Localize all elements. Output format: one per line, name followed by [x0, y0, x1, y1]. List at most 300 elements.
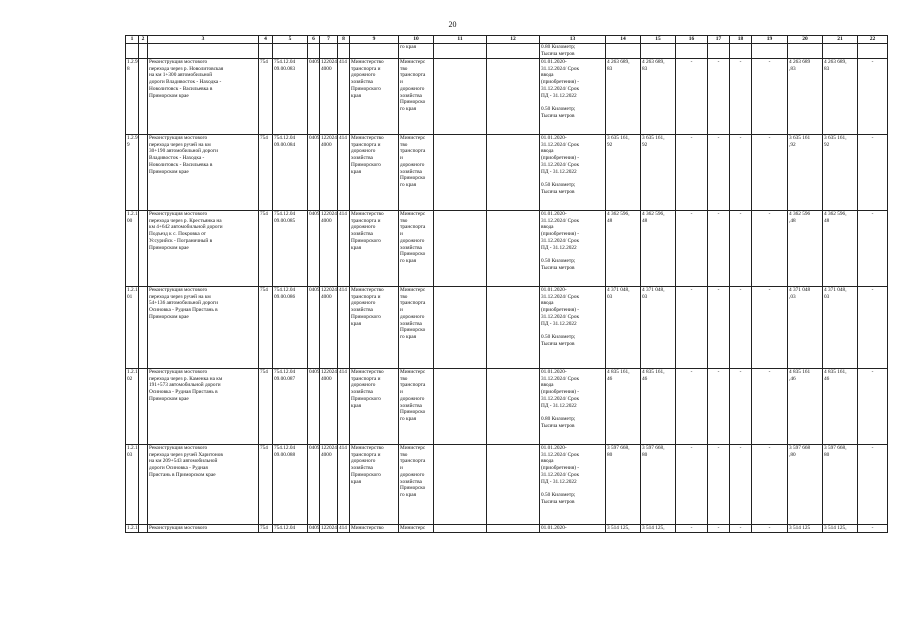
cell-line: ,03: [789, 293, 796, 300]
cell-line: 414: [339, 287, 347, 293]
cell-col-13: [540, 135, 606, 211]
program-table: [125, 35, 888, 533]
cell-line: дорожного: [351, 300, 376, 307]
cell-line: ,92: [789, 141, 796, 148]
cell-line: 4 263 689,: [824, 59, 847, 65]
cell-line: 09.00.085: [274, 217, 296, 224]
cell-line: края: [351, 168, 362, 175]
cell-col-11: [434, 445, 487, 525]
cell-line: Новолитовск - Васильевка в: [149, 85, 213, 92]
cell-line: края: [351, 320, 362, 327]
cell-col-6: [308, 287, 320, 369]
cell-col-1: [126, 211, 139, 287]
cell-col-4: [259, 135, 273, 211]
cell-line: 4 371 048: [789, 287, 811, 293]
cell-line: тво: [400, 141, 408, 148]
cell-col-8: [338, 287, 350, 369]
cell-line: 1.2.1: [127, 445, 138, 451]
cell-col-12: [487, 59, 540, 135]
cell-line: ввода: [541, 300, 554, 307]
cell-line: Приморском крае: [149, 244, 189, 251]
cell-line: Министерс: [400, 369, 426, 375]
cell-line: 0.50 Километр;: [541, 333, 576, 340]
cell-col-9: [350, 287, 399, 369]
cell-col-7: [320, 525, 338, 533]
cell-line: 4 371 048,: [824, 287, 847, 293]
column-number-17: 17: [708, 36, 730, 44]
cell-col-13: [540, 445, 606, 525]
cell-line: Приморском крае: [149, 92, 189, 99]
cell-line: 414: [339, 135, 347, 141]
column-number-16: 16: [676, 36, 708, 44]
cell-line: 1.2.1: [127, 287, 138, 293]
cell-line: 46: [607, 375, 613, 382]
cell-col-2: [139, 287, 148, 369]
cell-line: 122024: [321, 525, 337, 531]
cell-line: 31.12.2024/ Срок: [541, 237, 580, 244]
cell-col-2: [139, 59, 148, 135]
cell-line: 09.00.084: [274, 141, 296, 148]
cell-col-12: [487, 44, 540, 59]
cell-line: ПД - 31.12.2022: [541, 478, 577, 485]
cell-col-7: [320, 44, 338, 59]
cell-line: хозяйства: [400, 478, 422, 485]
cell-line: Министерство: [351, 211, 384, 217]
cell-line: дорожного: [351, 148, 376, 155]
cell-col-7: [320, 59, 338, 135]
cell-line: Министерство: [351, 525, 384, 531]
cell-line: 754.12.04: [274, 211, 296, 217]
cell-col-20: [788, 525, 823, 533]
cell-spacer: [541, 99, 604, 106]
cell-line: 80: [607, 451, 613, 458]
cell-line: 01.01.2020-: [541, 525, 567, 531]
cell-line: 4 362 596,: [824, 211, 847, 217]
cell-col-4: [259, 44, 273, 59]
table-row: [126, 287, 888, 369]
cell-line: 754: [260, 59, 268, 65]
cell-line: го края: [400, 415, 417, 422]
cell-col-14: [606, 211, 641, 287]
cell-line: дорожного: [400, 471, 425, 478]
cell-col-14: [606, 135, 641, 211]
cell-col-6: [308, 59, 320, 135]
cell-col-2: [139, 135, 148, 211]
cell-line: 4000: [321, 375, 332, 382]
cell-line: км 4+642 автомобильной дороги: [149, 224, 223, 231]
cell-col-16: -: [676, 369, 708, 445]
cell-line: 754: [260, 135, 268, 141]
cell-col-11: [434, 135, 487, 211]
cell-line: Реконструкция мостового: [149, 525, 208, 531]
cell-line: ПД - 31.12.2022: [541, 168, 577, 175]
cell-col-6: [308, 44, 320, 59]
cell-line: Осиновка - Рудная Пристань в: [149, 307, 218, 314]
cell-line: Приморском крае: [149, 313, 189, 320]
cell-line: 31.12.2024/ Срок: [541, 395, 580, 402]
cell-col-2: [139, 44, 148, 59]
table-row: [126, 445, 888, 525]
cell-line: Реконструкция мостового: [149, 287, 208, 293]
cell-col-11: [434, 287, 487, 369]
column-number-19: 19: [752, 36, 788, 44]
cell-line: 4 371 048,: [642, 287, 665, 293]
cell-col-3: [148, 369, 259, 445]
cell-line: перехода через ручей Харитонов: [149, 451, 223, 458]
cell-col-7: [320, 445, 338, 525]
cell-col-5: [273, 135, 308, 211]
cell-col-17: -: [708, 445, 730, 525]
cell-col-9: [350, 211, 399, 287]
cell-line: дорожного: [400, 237, 425, 244]
cell-col-13: [540, 525, 606, 533]
cell-line: 754: [260, 445, 268, 451]
cell-line: 754.12.04: [274, 525, 296, 531]
cell-line: Приморско: [400, 409, 426, 416]
cell-col-16: -: [676, 59, 708, 135]
cell-col-11: [434, 44, 487, 59]
cell-col-20: [788, 369, 823, 445]
cell-line: хозяйства: [351, 155, 373, 162]
cell-line: 46: [824, 375, 830, 382]
cell-line: Реконструкция мостового: [149, 135, 208, 141]
cell-line: 31.12.2024/ Срок: [541, 85, 580, 92]
cell-col-1: [126, 59, 139, 135]
cell-col-18: -: [730, 445, 752, 525]
cell-line: Приморского: [351, 85, 381, 92]
cell-line: и: [400, 307, 403, 314]
cell-line: тво: [400, 217, 408, 224]
cell-col-21: [823, 445, 858, 525]
cell-col-3: [148, 445, 259, 525]
cell-col-6: [308, 525, 320, 533]
cell-line: хозяйства: [400, 92, 422, 99]
cell-col-8: [338, 445, 350, 525]
cell-line: 3 514 125: [789, 525, 811, 531]
cell-col-12: [487, 287, 540, 369]
cell-line: 92: [642, 141, 648, 148]
cell-col-1: [126, 525, 139, 533]
cell-line: 754: [260, 287, 268, 293]
cell-line: Министерство: [351, 287, 384, 293]
cell-line: Приморско: [400, 485, 426, 492]
cell-line: 1.2.1: [127, 369, 138, 375]
cell-col-5: [273, 59, 308, 135]
cell-line: хозяйства: [400, 244, 422, 251]
cell-line: 4000: [321, 217, 332, 224]
cell-line: 754: [260, 369, 268, 375]
column-number-1: 1: [126, 36, 139, 44]
cell-col-20: [788, 44, 823, 59]
cell-line: транспорта: [400, 72, 426, 79]
cell-line: 414: [339, 211, 347, 217]
cell-line: Министерство: [351, 59, 384, 65]
cell-col-22: -: [858, 287, 888, 369]
cell-line: 4 362 596,: [607, 211, 630, 217]
cell-col-17: -: [708, 287, 730, 369]
table-row: [126, 525, 888, 533]
page-number: 20: [448, 20, 457, 29]
cell-line: 4 835 161,: [607, 369, 630, 375]
cell-col-14: [606, 287, 641, 369]
cell-line: 4 362 596: [789, 211, 811, 217]
column-number-7: 7: [320, 36, 338, 44]
cell-line: 4 835 161,: [642, 369, 665, 375]
cell-line: Министерс: [400, 525, 426, 531]
column-number-3: 3: [148, 36, 259, 44]
cell-col-17: -: [708, 211, 730, 287]
cell-line: Приморского: [351, 237, 381, 244]
column-number-4: 4: [259, 36, 273, 44]
cell-line: (приобретения) -: [541, 307, 580, 314]
cell-line: 3 635 161,: [607, 135, 630, 141]
cell-col-8: [338, 525, 350, 533]
cell-line: 48: [642, 217, 648, 224]
cell-spacer: [541, 251, 604, 258]
column-number-22: 22: [858, 36, 888, 44]
cell-line: транспорта: [400, 458, 426, 465]
cell-line: 48: [607, 217, 613, 224]
cell-line: Министерс: [400, 135, 426, 141]
cell-line: перехода через ручей на км: [149, 141, 211, 148]
cell-col-8: [338, 135, 350, 211]
cell-line: 4 371 048,: [607, 287, 630, 293]
cell-line: 01.01.2020-: [541, 287, 567, 293]
cell-line: дороги Владивосток - Находка -: [149, 79, 222, 86]
cell-line: го края: [400, 44, 417, 50]
cell-line: дорожного: [351, 72, 376, 79]
cell-line: ПД - 31.12.2022: [541, 402, 577, 409]
cell-line: транспорта и: [351, 293, 381, 300]
cell-col-1: [126, 44, 139, 59]
cell-col-16: -: [676, 135, 708, 211]
cell-line: 0409: [309, 369, 320, 375]
cell-col-17: -: [708, 59, 730, 135]
cell-col-19: -: [752, 211, 788, 287]
cell-line: 4000: [321, 293, 332, 300]
cell-col-15: [641, 445, 676, 525]
cell-line: 3 635 161,: [824, 135, 847, 141]
cell-line: 00: [127, 217, 133, 224]
cell-line: 4000: [321, 451, 332, 458]
cell-line: Министерство: [351, 369, 384, 375]
cell-col-20: [788, 287, 823, 369]
cell-col-15: [641, 135, 676, 211]
cell-line: Министерс: [400, 445, 426, 451]
cell-line: 414: [339, 445, 347, 451]
cell-line: Приморском крае: [149, 395, 189, 402]
cell-col-6: [308, 369, 320, 445]
cell-line: 31.12.2024/ Срок: [541, 293, 580, 300]
cell-line: 31.12.2024/ Срок: [541, 141, 580, 148]
cell-line: транспорта: [400, 224, 426, 231]
cell-line: 31.12.2024/ Срок: [541, 161, 580, 168]
cell-col-19: -: [752, 369, 788, 445]
cell-col-20: [788, 59, 823, 135]
cell-line: Тысяча метров: [541, 188, 575, 195]
cell-line: 83: [824, 65, 830, 72]
cell-line: ,46: [789, 375, 796, 382]
cell-line: ввода: [541, 382, 554, 389]
cell-col-22: -: [858, 135, 888, 211]
cell-line: 4 835 161: [789, 369, 811, 375]
cell-col-14: [606, 59, 641, 135]
cell-col-4: [259, 211, 273, 287]
cell-col-14: [606, 525, 641, 533]
cell-col-13: [540, 44, 606, 59]
cell-line: перехода через р. Крестьянка на: [149, 217, 222, 224]
cell-line: на км 209+543 автомобильной: [149, 458, 218, 465]
cell-col-17: -: [708, 369, 730, 445]
cell-line: дорожного: [351, 224, 376, 231]
cell-line: перехода через р. Каменка на км: [149, 375, 223, 382]
cell-line: и: [400, 155, 403, 162]
cell-line: Министерство: [351, 135, 384, 141]
cell-line: Приморского: [351, 161, 381, 168]
cell-line: Реконструкция мостового: [149, 445, 208, 451]
cell-col-9: [350, 59, 399, 135]
cell-line: го края: [400, 105, 417, 112]
cell-line: 122024: [321, 59, 337, 65]
cell-line: дороги Осиновка - Рудная: [149, 465, 208, 472]
cell-line: ПД - 31.12.2022: [541, 320, 577, 327]
cell-line: ПД - 31.12.2022: [541, 244, 577, 251]
cell-line: го края: [400, 257, 417, 264]
cell-line: края: [351, 402, 362, 409]
column-number-10: 10: [399, 36, 434, 44]
cell-line: Министерс: [400, 287, 426, 293]
cell-line: 414: [339, 525, 347, 531]
cell-col-7: [320, 211, 338, 287]
cell-col-18: -: [730, 211, 752, 287]
cell-line: 31.12.2024/ Срок: [541, 217, 580, 224]
cell-line: 754.12.04: [274, 59, 296, 65]
column-number-15: 15: [641, 36, 676, 44]
cell-col-11: [434, 369, 487, 445]
cell-spacer: [541, 327, 604, 334]
cell-line: 1.2.9: [127, 135, 138, 141]
cell-col-11: [434, 525, 487, 533]
cell-line: ,83: [789, 65, 796, 72]
cell-line: ПД - 31.12.2022: [541, 92, 577, 99]
cell-line: края: [351, 244, 362, 251]
cell-col-19: -: [752, 135, 788, 211]
cell-col-13: [540, 59, 606, 135]
cell-col-21: [823, 369, 858, 445]
cell-line: 3 635 161,: [642, 135, 665, 141]
cell-col-5: [273, 44, 308, 59]
cell-col-21: [823, 44, 858, 59]
cell-col-10: [399, 44, 434, 59]
cell-line: Тысяча метров: [541, 340, 575, 347]
cell-line: Приморского: [351, 471, 381, 478]
cell-line: 0409: [309, 211, 320, 217]
cell-col-21: [823, 211, 858, 287]
cell-line: 3 514 125,: [642, 525, 665, 531]
cell-line: хозяйства: [351, 231, 373, 238]
cell-line: 0.50 Километр;: [541, 491, 576, 498]
cell-line: ,80: [789, 451, 796, 458]
cell-col-18: -: [730, 369, 752, 445]
cell-line: 80: [642, 451, 648, 458]
column-number-14: 14: [606, 36, 641, 44]
cell-line: Осиновка - Рудная Пристань в: [149, 389, 218, 396]
cell-col-5: [273, 211, 308, 287]
cell-col-22: -: [858, 369, 888, 445]
cell-line: 0409: [309, 525, 320, 531]
cell-line: 31.12.2024/ Срок: [541, 471, 580, 478]
cell-line: 09.00.087: [274, 375, 296, 382]
cell-line: 92: [824, 141, 830, 148]
column-number-2: 2: [139, 36, 148, 44]
cell-line: 0409: [309, 135, 320, 141]
cell-col-10: [399, 135, 434, 211]
cell-line: 80: [824, 451, 830, 458]
cell-col-20: [788, 445, 823, 525]
cell-line: 191+573 автомобильной дороги: [149, 382, 221, 389]
cell-spacer: [541, 409, 604, 416]
cell-line: (приобретения) -: [541, 155, 580, 162]
cell-col-18: [730, 44, 752, 59]
cell-line: Приморско: [400, 327, 426, 334]
cell-col-4: [259, 59, 273, 135]
cell-col-17: -: [708, 135, 730, 211]
column-number-12: 12: [487, 36, 540, 44]
column-number-13: 13: [540, 36, 606, 44]
cell-line: 09.00.088: [274, 451, 296, 458]
cell-col-16: [676, 44, 708, 59]
cell-line: транспорта и: [351, 217, 381, 224]
cell-col-13: [540, 211, 606, 287]
cell-line: тво: [400, 65, 408, 72]
table-row: [126, 44, 888, 59]
cell-col-19: -: [752, 59, 788, 135]
cell-line: 0.50 Километр;: [541, 181, 576, 188]
cell-line: Министерс: [400, 211, 426, 217]
cell-line: го края: [400, 333, 417, 340]
cell-line: Приморско: [400, 99, 426, 106]
cell-col-13: [540, 287, 606, 369]
column-number-21: 21: [823, 36, 858, 44]
cell-line: 122024: [321, 211, 337, 217]
cell-col-15: [641, 525, 676, 533]
cell-col-6: [308, 211, 320, 287]
cell-line: 31.12.2024/ Срок: [541, 451, 580, 458]
cell-line: 01.01.2020-: [541, 59, 567, 65]
cell-line: 414: [339, 59, 347, 65]
cell-line: 48: [824, 217, 830, 224]
cell-line: Реконструкция мостового: [149, 369, 208, 375]
cell-line: хозяйства: [351, 79, 373, 86]
cell-col-19: [752, 44, 788, 59]
cell-col-2: [139, 369, 148, 445]
cell-line: края: [351, 92, 362, 99]
cell-col-11: [434, 59, 487, 135]
cell-line: тво: [400, 451, 408, 458]
cell-line: 92: [607, 141, 613, 148]
cell-line: 4 263 689,: [642, 59, 665, 65]
cell-col-3: [148, 59, 259, 135]
cell-col-17: -: [708, 525, 730, 533]
cell-line: Тысяча метров: [541, 422, 575, 429]
cell-line: 3 597 668,: [642, 445, 665, 451]
cell-line: и: [400, 465, 403, 472]
cell-col-3: [148, 135, 259, 211]
cell-line: на км 1+300 автомобильной: [149, 72, 213, 79]
cell-line: 122024: [321, 369, 337, 375]
cell-line: 0.80 Километр;: [541, 44, 576, 50]
cell-col-9: [350, 445, 399, 525]
